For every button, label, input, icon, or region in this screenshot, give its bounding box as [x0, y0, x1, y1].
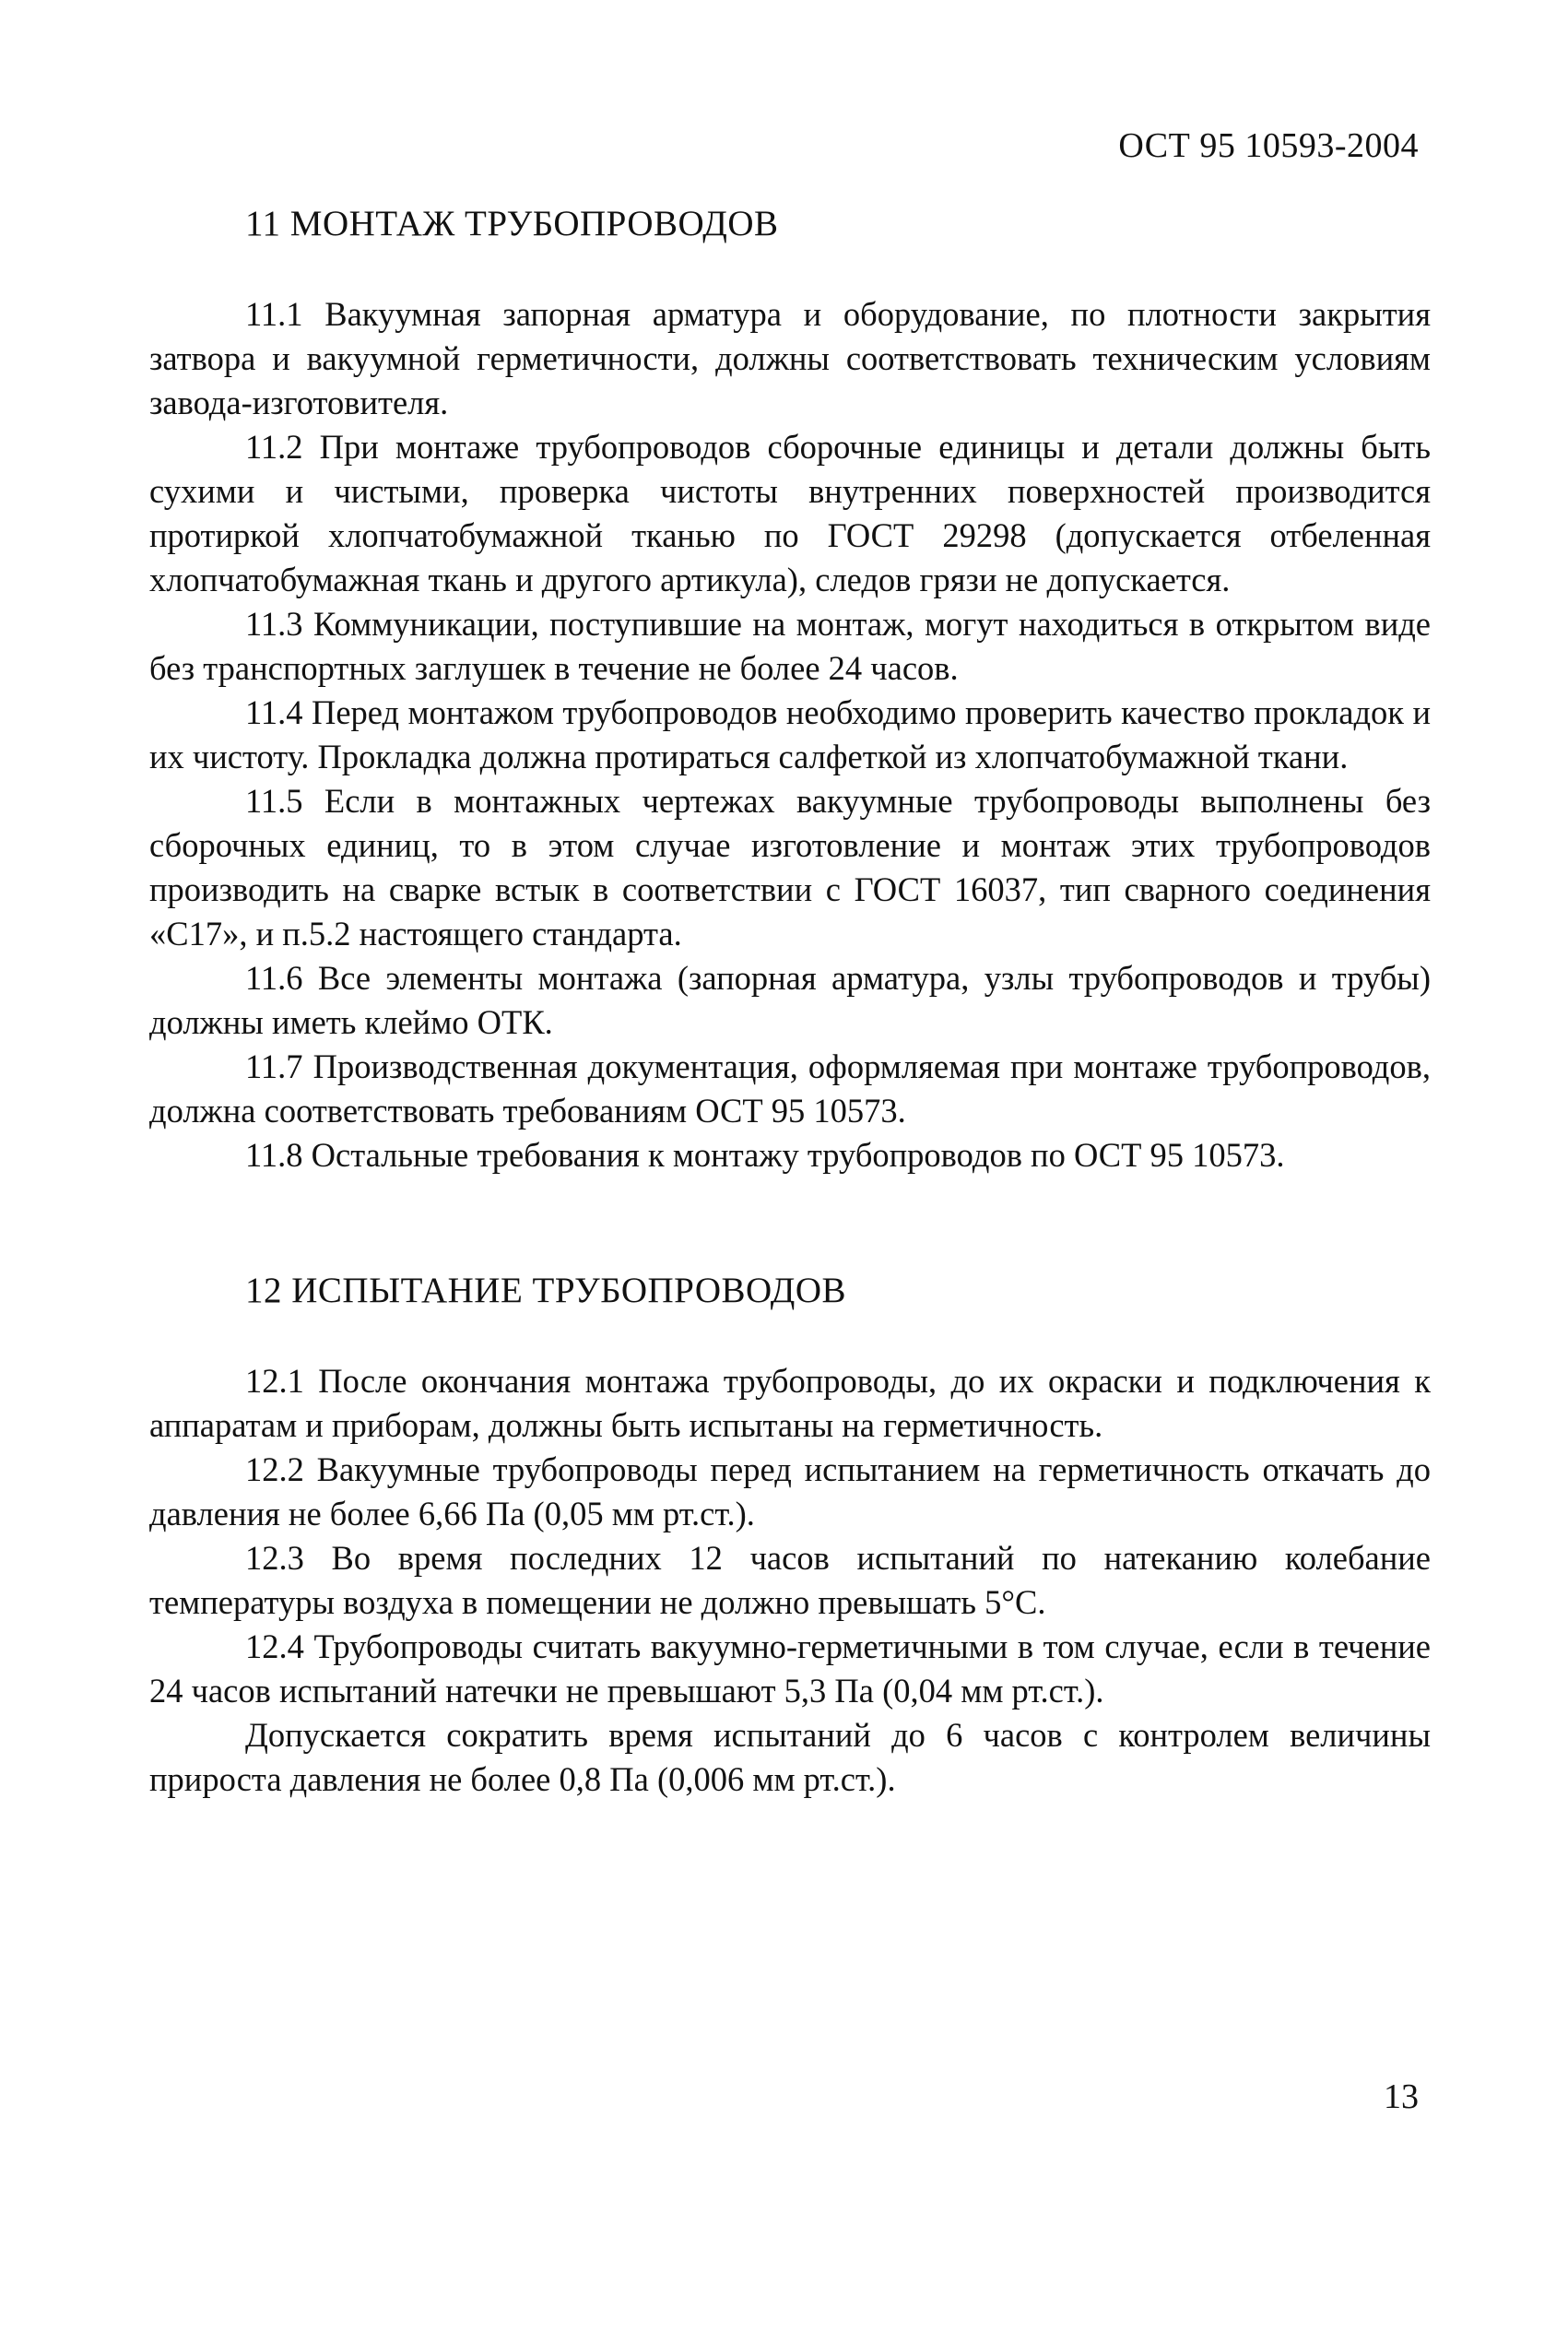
paragraph-11-4: 11.4 Перед монтажом трубопроводов необходимо проверить качество прокладок и их чистоту. Прокладка должна протираться салфеткой из хлопчатобумажной ткани.	[149, 693, 1431, 775]
paragraph-11-2: 11.2 При монтаже трубопроводов сборочные единицы и детали должны быть сухими и чистыми, проверка чистоты внутренних поверхностей производится протиркой хлопчатобумажной тканью по ГОСТ 29298 (допускается отбеленная хлопчатобумажная ткань и другого артикула), следов грязи не допускается.	[149, 428, 1431, 598]
page-number: 13	[1384, 2077, 1419, 2116]
section-testing	[149, 1270, 1431, 1802]
section-title: 12 ИСПЫТАНИЕ ТРУБОПРОВОДОВ	[245, 1271, 847, 1310]
document-code: ОСТ 95 10593-2004	[1118, 126, 1419, 165]
section-title: 11 МОНТАЖ ТРУБОПРОВОДОВ	[245, 204, 779, 243]
paragraph-12-2: 12.2 Вакуумные трубопроводы перед испытанием на герметичность откачать до давления не более 6,66 Па (0,05 мм рт.ст.).	[149, 1450, 1431, 1532]
paragraph-11-1: 11.1 Вакуумная запорная арматура и оборудование, по плотности закрытия затвора и вакуумной герметичности, должны соответствовать техническим условиям завода-изготовителя.	[149, 295, 1431, 421]
paragraph-12-3: 12.3 Во время последних 12 часов испытаний по натеканию колебание температуры воздуха в помещении не должно превышать 5°С.	[149, 1539, 1431, 1621]
paragraph-12-1: 12.1 После окончания монтажа трубопроводы, до их окраски и подключения к аппаратам и приборам, должны быть испытаны на герметичность.	[149, 1362, 1431, 1444]
document-body	[149, 203, 1431, 1894]
paragraph-11-5: 11.5 Если в монтажных чертежах вакуумные трубопроводы выполнены без сборочных единиц, то в этом случае изготовление и монтаж этих трубопроводов производить на сварке встык в соответствии с ГОСТ 16037, тип сварного соединения «С17», и п.5.2 настоящего стандарта.	[149, 782, 1431, 953]
paragraph-11-3: 11.3 Коммуникации, поступившие на монтаж, могут находиться в открытом виде без транспортных заглушек в течение не более 24 часов.	[149, 605, 1431, 687]
paragraph-11-6: 11.6 Все элементы монтажа (запорная арматура, узлы трубопроводов и трубы) должны иметь клеймо ОТК.	[149, 959, 1431, 1041]
paragraph-11-7: 11.7 Производственная документация, оформляемая при монтаже трубопроводов, должна соответствовать требованиям ОСТ 95 10573.	[149, 1047, 1431, 1130]
paragraph-12-note: Допускается сократить время испытаний до 6 часов с контролем величины прироста давления не более 0,8 Па (0,006 мм рт.ст.).	[149, 1716, 1431, 1798]
section-installation	[149, 203, 1431, 1177]
paragraph-12-4: 12.4 Трубопроводы считать вакуумно-герметичными в том случае, если в течение 24 часов испытаний натечки не превышают 5,3 Па (0,04 мм рт.ст.).	[149, 1627, 1431, 1710]
paragraph-11-8: 11.8 Остальные требования к монтажу трубопроводов по ОСТ 95 10573.	[245, 1136, 1285, 1174]
